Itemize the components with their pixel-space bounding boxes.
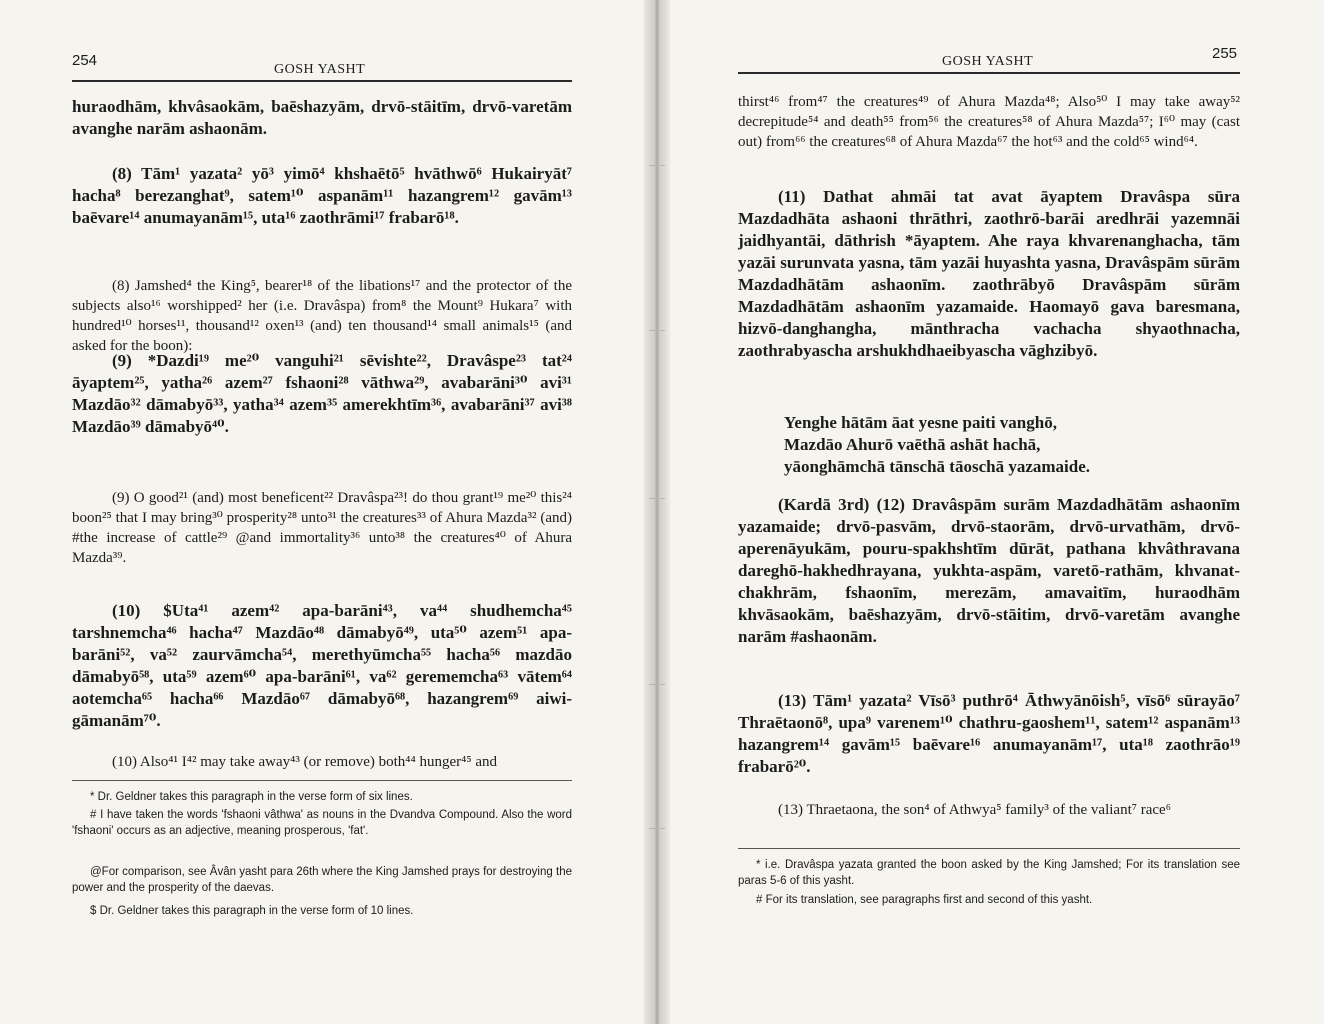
verse-block [784,412,1240,478]
footnote-rule-right [738,848,1240,849]
verse-line: Mazdāo Ahurō vaēthā ashāt hachā, [784,435,1041,454]
header-rule-left [72,80,572,82]
paragraph-10-translation-continued: thirst⁴⁶ from⁴⁷ the creatures⁴⁹ of Ahura Mazda⁴⁸; Also⁵⁰ I may take away⁵² decrepitude⁵⁴ and death⁵⁵ from⁵⁶ the creatures⁵⁸ of Ahura Mazda⁵⁷; I⁶⁰ may (cast out) from⁶⁶ the creatures⁶⁸ of Ahura Mazda⁶⁷ the hot⁶³ and the cold⁶⁵ wind⁶⁴. [738,94,1240,150]
header-rule-right [738,72,1240,74]
gutter-mark [649,684,665,685]
verse-line: Yenghe hātām āat yesne paiti vanghō, [784,413,1057,432]
paragraph-10-avesta: (10) $Uta⁴¹ azem⁴² apa-barāni⁴³, va⁴⁴ shudhemcha⁴⁵ tarshnemcha⁴⁶ hacha⁴⁷ Mazdāo⁴⁸ dāmabyō⁴⁹, uta⁵⁰ azem⁵¹ apa-barāni⁵², va⁵² zaurvāmcha⁵⁴, merethyūmcha⁵⁵ hacha⁵⁶ mazdāo dāmabyō⁵⁸, uta⁵⁹ azem⁶⁰ apa-barāni⁶¹, va⁶² gerememcha⁶³ vātem⁶⁴ aotemcha⁶⁵ hacha⁶⁶ Mazdāo⁶⁷ dāmabyō⁶⁸, hazangrem⁶⁹ aiwi-gāmanām⁷⁰. [72,601,572,730]
karda-3-paragraph-12: (Kardā 3rd) (12) Dravâspām surām Mazdadhātām ashaonīm yazamaide; drvō-pasvām, drvō-staorām, drvō-urvathām, drvō-aperenāyukām, pouru-spakhshtīm dūrāt, pathana khvâthravana dareghō-hakhedhrayana, yukhta-aspām, varetō-rathām, khvanat-chakhrām, fshaonīm, merezām, amavaitīm, huraodhām khvāsaokām, baēshazyām, drvō-stāitim, drvō-varetām avanghe narām #ashaonām. [738,495,1240,646]
paragraph-8-avesta: (8) Tām¹ yazata² yō³ yimō⁴ khshaētō⁵ hvāthwō⁶ Hukairyāt⁷ hacha⁸ berezanghat⁹, satem¹⁰ aspanām¹¹ hazangrem¹² gavām¹³ baēvare¹⁴ anumayanām¹⁵, uta¹⁶ zaothrāmi¹⁷ frabarō¹⁸. [72,164,572,227]
footnote-left-4: $ Dr. Geldner takes this paragraph in the verse form of 10 lines. [90,905,414,917]
avesta-continuation: huraodhām, khvâsaokām, baēshazyām, drvō-stāitīm, drvō-varetām avanghe narām ashaonām. [72,97,572,138]
page-number-right: 255 [1212,45,1238,62]
running-head-left: GOSH YASHT [274,62,366,77]
footnote-right-2: # For its translation, see paragraphs first and second of this yasht. [756,894,1093,906]
gutter-mark [649,498,665,499]
paragraph-10-translation: (10) Also⁴¹ I⁴² may take away⁴³ (or remove) both⁴⁴ hunger⁴⁵ and [112,754,497,770]
paragraph-9-translation: (9) O good²¹ (and) most beneficent²² Dravâspa²³! do thou grant¹⁹ me²⁰ this²⁴ boon²⁵ that I may bring³⁰ prosperity²⁸ unto³¹ the creatures³³ of Ahura Mazda³² (and) #the increase of cattle²⁹ @and immortality³⁶ unto³⁸ the creatures⁴⁰ of Ahura Mazda³⁹. [72,490,572,566]
verse-line: yāonghāmchā tānschā tāoschā yazamaide. [784,457,1091,476]
running-head-right: GOSH YASHT [942,54,1034,69]
footnote-right-1: * i.e. Dravâspa yazata granted the boon asked by the King Jamshed; For its translation see paras 5-6 of this yasht. [738,859,1240,887]
gutter-mark [649,330,665,331]
gutter-mark [649,828,665,829]
footnote-rule-left [72,780,572,781]
footnote-left-1: * Dr. Geldner takes this paragraph in the verse form of six lines. [90,791,413,803]
page-number-left: 254 [72,52,98,69]
left-page [0,0,644,1024]
paragraph-9-avesta: (9) *Dazdi¹⁹ me²⁰ vanguhi²¹ sēvishte²², Dravâspe²³ tat²⁴ āyaptem²⁵, yatha²⁶ azem²⁷ fshaoni²⁸ vāthwa²⁹, avabarāni³⁰ avi³¹ Mazdāo³² dāmabyō³³, yatha³⁴ azem³⁵ amerekhtīm³⁶, avabarāni³⁷ avi³⁸ Mazdāo³⁹ dāmabyō⁴⁰. [72,351,572,436]
footnote-left-2: # I have taken the words 'fshaoni vâthwa' as nouns in the Dvandva Compound. Also the word 'fshaoni' occurs as an adjective, meaning prosperous, 'fat'. [72,809,572,837]
paragraph-13-avesta: (13) Tām¹ yazata² Vīsō³ puthrō⁴ Āthwyānōish⁵, vīsō⁶ sūrayāo⁷ Thraētaonō⁸, upa⁹ varenem¹⁰ chathru-gaoshem¹¹, satem¹² aspanām¹³ hazangrem¹⁴ gavām¹⁵ baēvare¹⁶ anumayanām¹⁷, uta¹⁸ zaothrāo¹⁹ frabarō²⁰. [738,691,1240,776]
paragraph-8-translation: (8) Jamshed⁴ the King⁵, bearer¹⁸ of the libations¹⁷ and the protector of the subjects also¹⁶ worshipped² her (i.e. Dravâspa) from⁸ the Mount⁹ Hukara⁷ with hundred¹⁰ horses¹¹, thousand¹² oxen¹³ (and) ten thousand¹⁴ small animals¹⁵ (and asked for the boon): [72,278,572,354]
book-gutter [644,0,670,1024]
paragraph-11-avesta: (11) Dathat ahmāi tat avat āyaptem Dravâspa sūra Mazdadhāta ashaoni thrāthri, zaothrō-barāi aredhrāi yazemnāi jaidhyantāi, dāthrish *āyaptem. Ahe raya khvarenanghacha, tām yazāi surunvata yasna, tām yazāi huyashta yasna, Dravâspām sūrām Mazdadhātām ashaonīm. zaothrābyō Dravâspām sūrām Mazdadhātām ashaonīm yazamaide. Haomayō gava baresmana, hizvō-danghangha, mānthracha vachacha shyaothnacha, zaothrabyascha arshukhdhaeibyascha vāghzibyō. [738,187,1240,360]
paragraph-13-translation: (13) Thraetaona, the son⁴ of Athwya⁵ family³ of the valiant⁷ race⁶ [778,802,1171,818]
footnote-left-3: @For comparison, see Âvân yasht para 26th where the King Jamshed prays for destroying the power and the prosperity of the daevas. [72,866,572,894]
gutter-mark [649,165,665,166]
right-page [670,0,1324,1024]
